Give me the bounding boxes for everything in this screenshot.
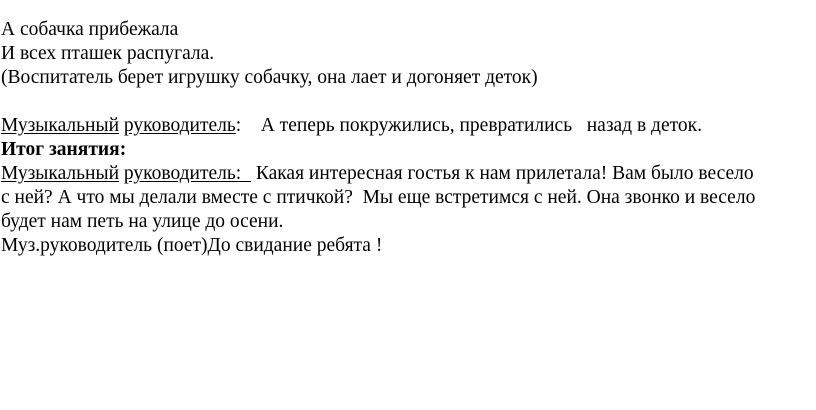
verse-line-1: А собачка прибежала: [1, 19, 179, 40]
speaker-name-word-2: руководитель:: [123, 163, 251, 184]
speaker-name-word-1: Музыкальный: [1, 115, 120, 136]
speaker-name-word-2: руководитель: [123, 115, 236, 136]
speech-paragraph-2-line-3: будет нам петь на улице до осени.: [1, 211, 284, 232]
speech-text: А теперь покружились, превратились назад в деток.: [241, 115, 702, 136]
speech-paragraph-2-line-2: с ней? А что мы делали вместе с птичкой? Мы еще встретимся с ней. Она звонко и весело: [1, 187, 756, 208]
speaker-name-word-1: Музыкальный: [1, 163, 120, 184]
speech-paragraph-1: [1, 114, 813, 138]
verse-line-2: И всех пташек распугала.: [1, 43, 215, 64]
document-body: [1, 18, 813, 258]
speech-text: Какая интересная гостья к нам прилетала! Вам было весело: [250, 163, 754, 184]
closing-line: Муз.руководитель (поет)До свидание ребята !: [1, 235, 383, 256]
speaker-colon: :: [235, 115, 242, 136]
paragraph-gap: [1, 90, 813, 114]
section-heading: Итог занятия:: [1, 139, 127, 160]
speech-paragraph-2-line-1: [1, 162, 813, 186]
stage-direction: (Воспитатель берет игрушку собачку, она лает и догоняет деток): [1, 67, 538, 88]
